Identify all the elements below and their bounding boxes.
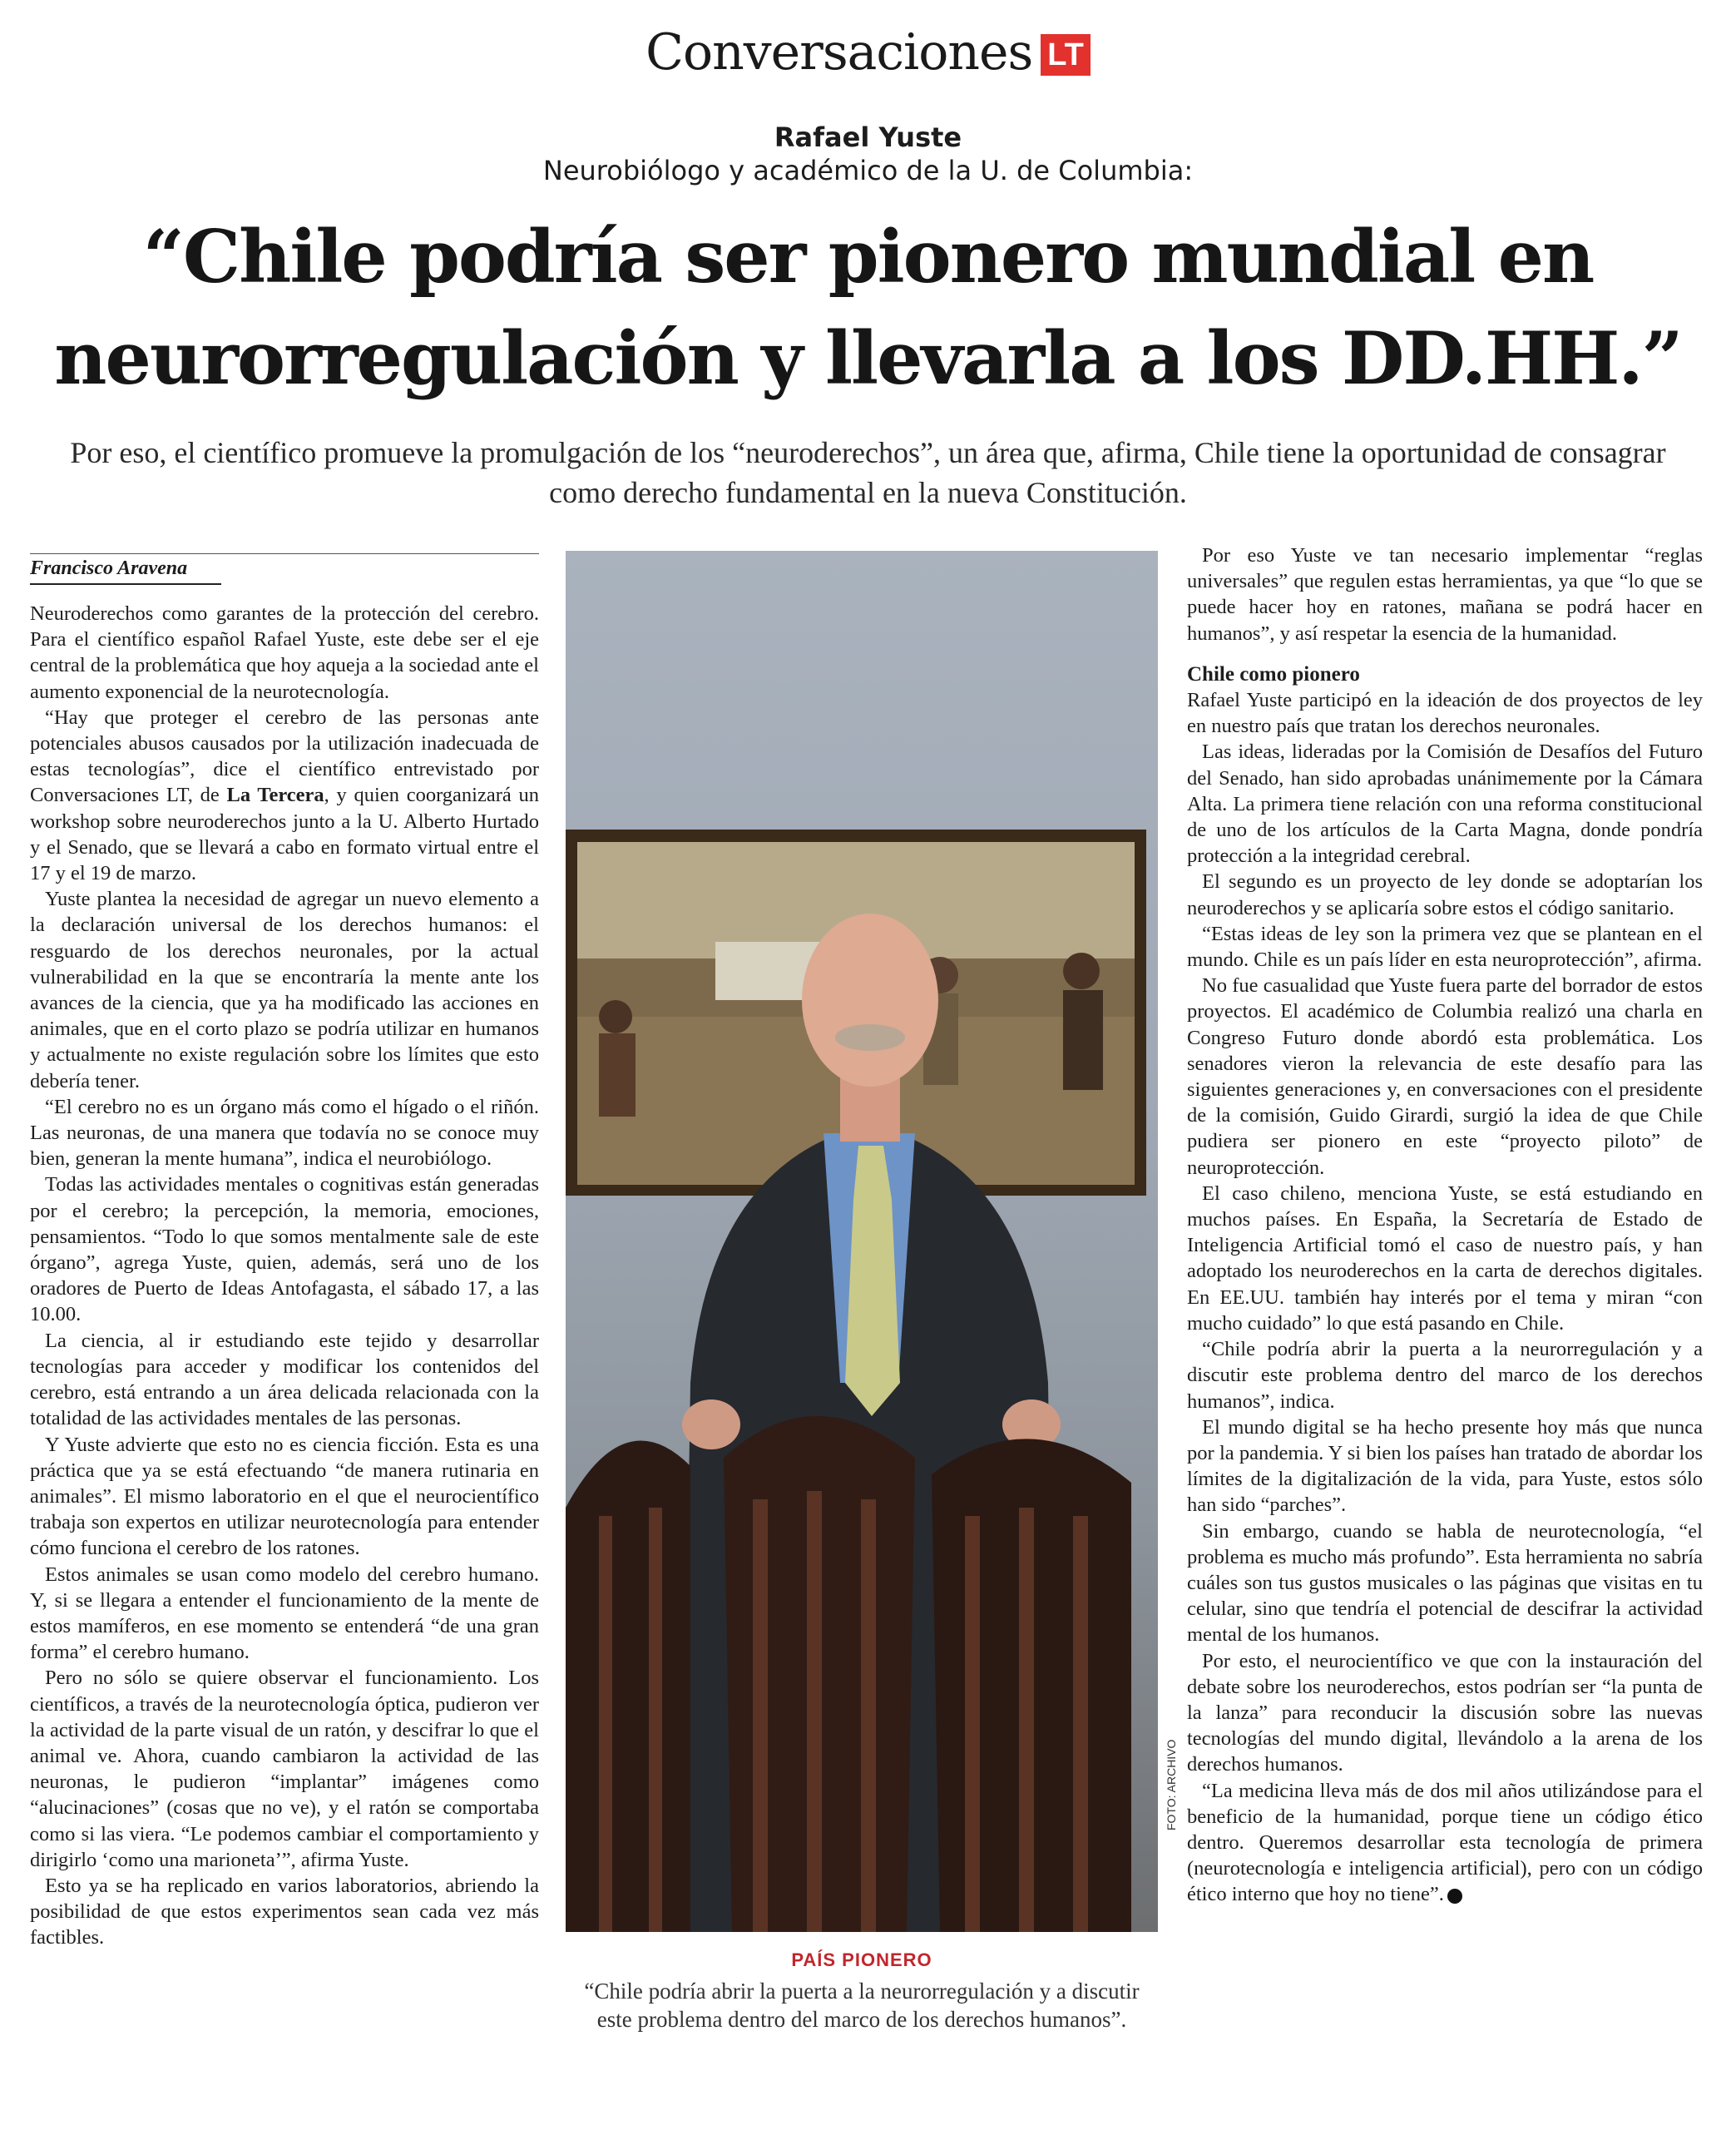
text-run: , y quien coorganizará un workshop sobre neuroderechos junto a la U. Alberto Hurtado y el Senado, que se llevará a cabo en formato virtual entre el 17 y el 19 de marzo. (30, 784, 539, 885)
masthead (0, 23, 1736, 82)
paragraph: Estos animales se usan como modelo del cerebro humano. Y, si se llegara a entender el funcionamiento de la mente de estos mamíferos, en ese momento se entenderá “de una gran forma” el cerebro humano. (30, 1563, 539, 1664)
paragraph: Sin embargo, cuando se habla de neurotecnología, “el problema es mucho más profundo”. Esta herramienta no sabría cuáles son tus gustos musicales o las páginas que visitas en tu celular, sino que tendría el potencial de descifrar la actividad mental de los humanos. (1187, 1519, 1703, 1647)
right-column (1187, 542, 1703, 1908)
paragraph: No fue casualidad que Yuste fuera parte del borrador de estos proyectos. El académico de Columbia realizó una charla en Congreso Futuro donde abordó esta problemática. Los senadores vieron la relevancia de este desafío para las siguientes generaciones y, en conversaciones con el presidente de la comisión, Guido Girardi, surgió la idea de que Chile pudiera ser pionero en este “proyecto piloto” de neuroprotección. (1187, 974, 1703, 1179)
chairs (566, 1416, 1131, 1932)
man-head (802, 914, 938, 1087)
interviewee-name: Rafael Yuste (774, 121, 962, 153)
end-mark-icon (1447, 1889, 1462, 1904)
paragraph: Las ideas, lideradas por la Comisión de Desafíos del Futuro del Senado, han sido aprobadas unánimemente por la Cámara Alta. La primera tiene relación con una reforma constitucional de uno de los artículos de la Carta Magna, donde pondría protección a la integridad cerebral. (1187, 741, 1703, 868)
interviewee-role: Neurobiólogo y académico de la U. de Columbia: (542, 155, 1194, 186)
left-column (30, 601, 539, 1951)
byline-rule (30, 553, 539, 554)
text-run: “La medicina lleva más de dos mil años utilizándose para el beneficio de la humanidad, porque tiene un código ético dentro. Queremos desarrollar esta tecnología de primera (neurotecnología e inteligencia artificial), pero con un código ético interno que hoy no tiene”. (1187, 1779, 1703, 1906)
newspaper-name: La Tercera (226, 784, 324, 807)
paragraph: “El cerebro no es un órgano más como el hígado o el riñón. Las neuronas, de una manera que todavía no se conoce muy bien, generan la mente humana”, indica el neurobiólogo. (30, 1095, 539, 1171)
photo-illustration (566, 551, 1158, 1932)
headline-line-2: neurorregulación y llevarla a los DD.HH.” (54, 315, 1682, 401)
deck: Por eso, el científico promueve la promulgación de los “neuroderechos”, un área que, afirma, Chile tiene la oportunidad de consagrar como derecho fundamental en la nueva Constitución. (70, 436, 1666, 509)
caption-text: “Chile podría abrir la puerta a la neurorregulación y a discutir este problema dentro del marco de los derechos humanos”. (584, 1979, 1140, 2032)
paragraph: El mundo digital se ha hecho presente hoy más que nunca por la pandemia. Y si bien los países han tratado de abordar los límites de la digitalización de la vida, para Yuste, estos sólo han sido “parches”. (1187, 1415, 1703, 1517)
paragraph: “Estas ideas de ley son la primera vez que se plantean en el mundo. Chile es un país líder en esta neuroprotección”, afirma. (1187, 922, 1703, 972)
subheading: Chile como pionero (1187, 662, 1360, 686)
paragraph: El segundo es un proyecto de ley donde se adoptarían los neuroderechos y se aplicaría sobre estos el código sanitario. (1187, 870, 1703, 919)
paragraph: El caso chileno, menciona Yuste, se está estudiando en muchos países. En España, la Secretaría de Estado de Inteligencia Artificial tomó el caso de nuestro país, y han adoptado los neuroderechos en la carta de derechos digitales. En EE.UU. también hay interés por el tema y miran “con mucho cuidado” lo que está pasando en Chile. (1187, 1181, 1703, 1335)
paragraph: Por esto, el neurocientífico ve que con la instauración del debate sobre los neuroderechos, estos podrían ser “la punta de la lanza” para reconducir la discusión sobre las nuevas tecnologías del mundo digital, llevándolo a la arena de los derechos humanos. (1187, 1649, 1703, 1776)
paragraph: Por eso Yuste ve tan necesario implementar “reglas universales” que regulen estas herramientas, ya que “lo que se puede hacer hoy en ratones, mañana se podrá hacer en humanos”, y así respetar la esencia de la humanidad. (1187, 544, 1703, 645)
headline (25, 206, 1711, 409)
byline: Francisco Aravena (30, 557, 221, 585)
paragraph (30, 705, 539, 886)
paragraph: Esto ya se ha replicado en varios laboratorios, abriendo la posibilidad de que estos experimentos sean cada vez más factibles. (30, 1874, 539, 1949)
paragraph: Neuroderechos como garantes de la protección del cerebro. Para el científico español Rafael Yuste, este debe ser el eje central de la problemática que hoy aqueja a la sociedad ante el aumento exponencial de la neurotecnología. (30, 602, 539, 703)
headline-line-1: “Chile podría ser pionero mundial en (142, 214, 1594, 300)
paragraph: Todas las actividades mentales o cognitivas están generadas por el cerebro; la percepción, la memoria, emociones, pensamientos. “Todo lo que somos mentalmente sale de este órgano”, agrega Yuste, quien, además, será uno de los oradores de Puerto de Ideas Antofagasta, el sábado 17, a las 10.00. (30, 1173, 539, 1326)
paragraph: “Chile podría abrir la puerta a la neurorregulación y a discutir este problema dentro del marco de los derechos humanos”, indica. (1187, 1338, 1703, 1413)
paragraph: Rafael Yuste participó en la ideación de dos proyectos de ley en nuestro país que tratan los derechos neuronales. (1187, 689, 1703, 738)
paragraph: Yuste plantea la necesidad de agregar un nuevo elemento a la declaración universal de los derechos humanos: el resguardo de los derechos neuronales, por la actual vulnerabilidad en la que se encontraría la mente ante los avances de la ciencia, que ya ha modificado las acciones en animales, que en el corto plazo se podría utilizar en humanos y actualmente no existe regulación sobre los límites que esto debería tener. (30, 888, 539, 1092)
portrait-photo (566, 551, 1158, 1932)
paragraph: Y Yuste advierte que esto no es ciencia ficción. Esta es una práctica que ya se está efectuando “de manera rutinaria en animales”. El mismo laboratorio en el que el neurocientífico trabaja son expertos en utilizar neurotecnología para entender cómo funciona el cerebro de los ratones. (30, 1433, 539, 1560)
section-title: Conversaciones (645, 23, 1033, 82)
lt-logo: LT (1041, 34, 1091, 76)
paragraph (1187, 1778, 1703, 1908)
photo-credit: FOTO: ARCHIVO (1165, 1739, 1178, 1830)
paragraph: La ciencia, al ir estudiando este tejido y desarrollar tecnologías para acceder y modificar los contenidos del cerebro, está entrando a un área delicada relacionada con la totalidad de las actividades mentales de las personas. (30, 1329, 539, 1430)
text-run: “Hay que proteger el cerebro de las personas ante potenciales abusos causados por la utilización inadecuada de estas tecnologías”, dice el científico entrevistado por Conversaciones LT, de (30, 706, 539, 807)
paragraph: Pero no sólo se quiere observar el funcionamiento. Los científicos, a través de la neurotecnología óptica, pudieron ver la actividad de la parte visual de un ratón, y descifrar lo que el animal ve. Ahora, cuando cambiaron la actividad de las neuronas, le pudieron “implantar” imágenes como “alucinaciones” (cosas que no ve), y el ratón se comportaba como si las viera. “Le podemos cambiar el comportamiento y dirigirlo ‘como una marioneta’”, afirma Yuste. (30, 1667, 539, 1871)
caption-title: PAÍS PIONERO (791, 1949, 932, 1970)
